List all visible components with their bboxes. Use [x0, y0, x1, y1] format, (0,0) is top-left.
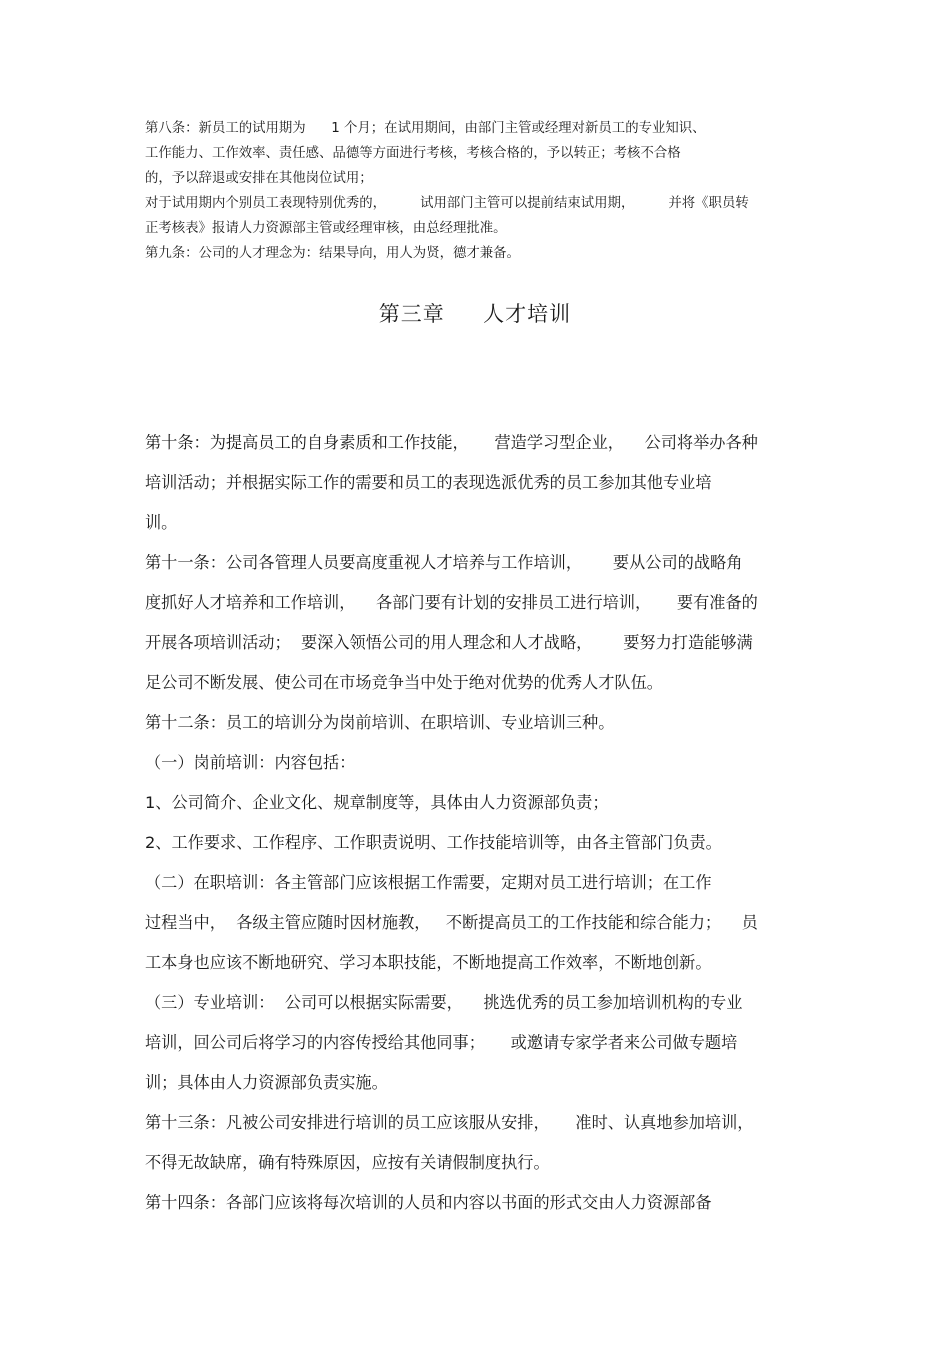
body-line: （一）岗前培训：内容包括：	[145, 753, 356, 772]
body-line: （三）专业培训： 公司可以根据实际需要， 挑选优秀的员工参加培训机构的专业	[145, 993, 743, 1012]
body-line: 足公司不断发展、使公司在市场竞争当中处于绝对优势的优秀人才队伍。	[145, 673, 663, 692]
chapter-title: 第三章 人才培训	[378, 302, 572, 326]
body-line: 训。	[145, 513, 178, 532]
article-8-line-2: 工作能力、工作效率、责任感、品德等方面进行考核，考核合格的，予以转正；考核不合格	[145, 146, 681, 161]
body-line: 训；具体由人力资源部负责实施。	[145, 1073, 388, 1092]
body-line: （二）在职培训：各主管部门应该根据工作需要，定期对员工进行培训；在工作	[145, 873, 712, 892]
body-line: 第十四条：各部门应该将每次培训的人员和内容以书面的形式交由人力资源部备	[145, 1193, 712, 1212]
body-line: 第十二条：员工的培训分为岗前培训、在职培训、专业培训三种。	[145, 713, 615, 732]
body-line: 1、公司简介、企业文化、规章制度等，具体由人力资源部负责；	[145, 793, 609, 812]
body-line: 2、工作要求、工作程序、工作职责说明、工作技能培训等，由各主管部门负责。	[145, 833, 722, 852]
body-line: 培训活动；并根据实际工作的需要和员工的表现选派优秀的员工参加其他专业培	[145, 473, 712, 492]
body-line: 不得无故缺席，确有特殊原因，应按有关请假制度执行。	[145, 1153, 550, 1172]
body-line: 工本身也应该不断地研究、学习本职技能，不断地提高工作效率，不断地创新。	[145, 953, 712, 972]
body-line: 过程当中， 各级主管应随时因材施教， 不断提高员工的工作技能和综合能力； 员	[145, 913, 758, 932]
article-8-line-5: 正考核表》报请人力资源部主管或经理审核，由总经理批准。	[145, 221, 507, 236]
body-line: 第十一条：公司各管理人员要高度重视人才培养与工作培训， 要从公司的战略角	[145, 553, 743, 572]
article-9: 第九条：公司的人才理念为：结果导向，用人为贤，德才兼备。	[145, 246, 520, 261]
article-8-line-3: 的，予以辞退或安排在其他岗位试用；	[145, 171, 373, 186]
body-line: 第十条：为提高员工的自身素质和工作技能， 营造学习型企业， 公司将举办各种	[145, 433, 758, 452]
body-line: 度抓好人才培养和工作培训， 各部门要有计划的安排员工进行培训， 要有准备的	[145, 593, 758, 612]
body-line: 开展各项培训活动； 要深入领悟公司的用人理念和人才战略， 要努力打造能够满	[145, 633, 753, 652]
body-line: 第十三条：凡被公司安排进行培训的员工应该服从安排， 准时、认真地参加培训，	[145, 1113, 754, 1132]
article-8-line-1: 第八条：新员工的试用期为 1 个月；在试用期间，由部门主管或经理对新员工的专业知识、	[145, 121, 706, 136]
article-8-line-4: 对于试用期内个别员工表现特别优秀的， 试用部门主管可以提前结束试用期， 并将《职员转	[145, 196, 749, 211]
body-line: 培训，回公司后将学习的内容传授给其他同事； 或邀请专家学者来公司做专题培	[145, 1033, 738, 1052]
